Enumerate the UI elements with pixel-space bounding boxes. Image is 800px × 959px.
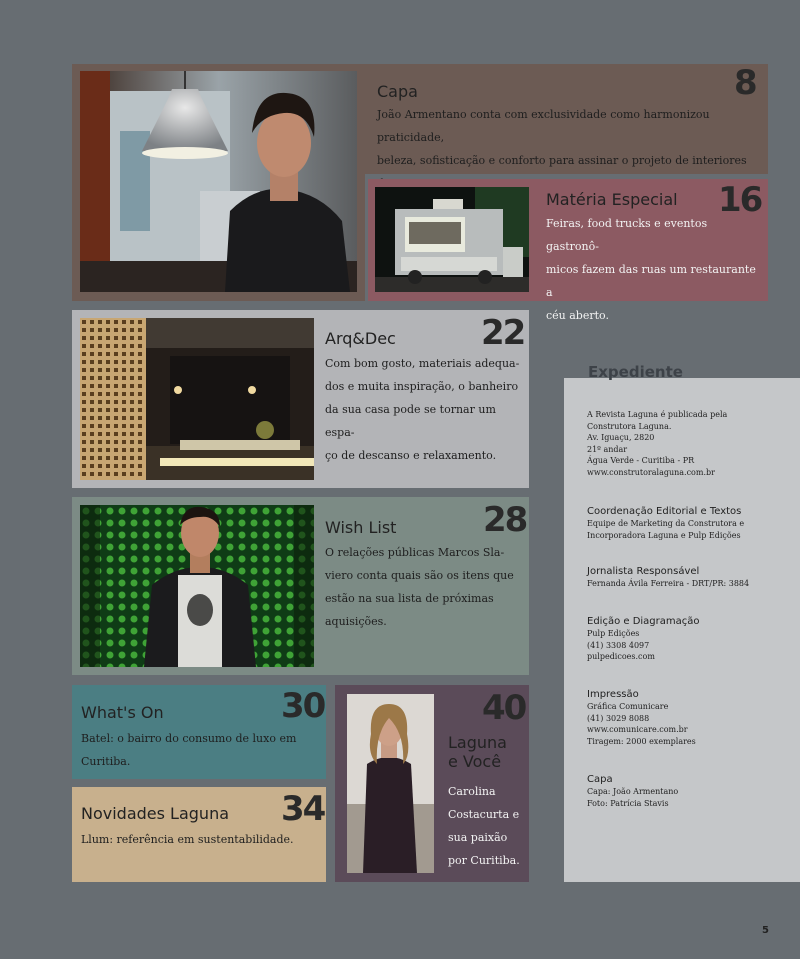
arqdec-description: Com bom gosto, materiais adequa- dos e muita inspiração, o banheiro da sua casa pode se tornar um espa- ço de descanso e relaxamento.: [325, 357, 520, 462]
novidades-laguna-title: Novidades Laguna: [81, 804, 230, 823]
arqdec-photo: [80, 318, 314, 480]
materia-especial-photo: [375, 187, 529, 292]
expediente-capa: Capa Capa: João Armentano Foto: Patrícia Stavis: [587, 774, 679, 808]
expediente-panel: [564, 378, 800, 882]
wishlist-photo: [80, 505, 314, 667]
wishlist-title: Wish List: [325, 518, 397, 537]
capa-title: Capa: [377, 82, 418, 101]
expediente-title: Expediente: [588, 363, 683, 381]
materia-especial-page-number: 16: [718, 180, 762, 220]
laguna-e-voce-page-number: 40: [482, 688, 526, 728]
laguna-e-voce-photo: [347, 694, 434, 873]
expediente-jornalista: Jornalista Responsável Fernanda Ávila Ferreira - DRT/PR: 3884: [587, 566, 750, 588]
arqdec-title: Arq&Dec: [325, 329, 396, 348]
wishlist-description: O relações públicas Marcos Sla- viero conta quais são os itens que estão na sua lista de próximas aquisições.: [325, 546, 514, 628]
expediente-edicao: Edição e Diagramação Pulp Edições (41) 3308 4097 pulpedicoes.com: [587, 616, 700, 661]
page-number: 5: [762, 925, 769, 936]
laguna-e-voce-title: Laguna e Você: [448, 733, 507, 771]
arqdec-page-number: 22: [481, 313, 525, 353]
novidades-laguna-page-number: 34: [281, 789, 325, 829]
expediente-coordenacao: Coordenação Editorial e Textos Equipe de Marketing da Construtora e Incorporadora Laguna e Pulp Edições: [587, 506, 745, 540]
whatson-title: What's On: [81, 703, 164, 722]
capa-photo: [80, 71, 357, 292]
expediente-impressao: Impressão Gráfica Comunicare (41) 3029 8088 www.comunicare.com.br Tiragem: 2000 exemplares: [587, 689, 696, 746]
expediente-intro: A Revista Laguna é publicada pela Construtora Laguna. Av. Iguaçu, 2820 21º andar Água Verde - Curitiba - PR www.construtoralaguna.com.br: [587, 410, 728, 477]
materia-especial-title: Matéria Especial: [546, 190, 678, 209]
whatson-page-number: 30: [281, 686, 325, 726]
materia-especial-description: Feiras, food trucks e eventos gastronô- micos fazem das ruas um restaurante a céu aberto.: [546, 217, 756, 322]
wishlist-page-number: 28: [483, 500, 527, 540]
novidades-laguna-description: Llum: referência em sustentabilidade.: [81, 833, 294, 846]
capa-page-number: 8: [734, 63, 756, 103]
laguna-e-voce-description: Carolina Costacurta e sua paixão por Curitiba.: [448, 785, 520, 867]
capa-description: João Armentano conta com exclusividade como harmonizou praticidade, beleza, sofisticação e conforto para assinar o projeto de interiores: [377, 108, 747, 167]
whatson-description: Batel: o bairro do consumo de luxo em Curitiba.: [81, 732, 297, 768]
